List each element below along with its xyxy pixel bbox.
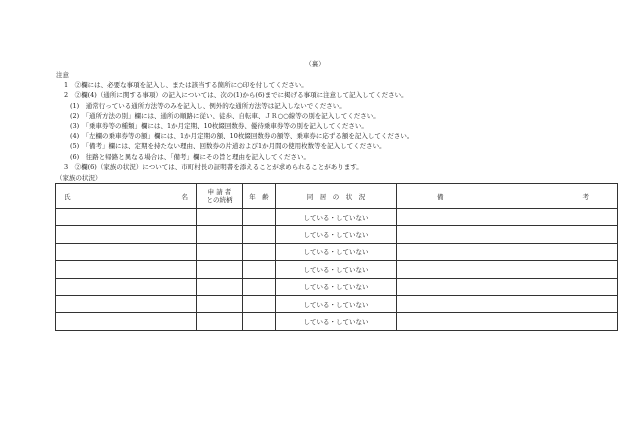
note-subitem-4: (4) 「左欄の乗車券等の額」欄には、1か月定期の額、10枚綴回数券の額等、乗車券に応ずる額を記入してください。: [70, 132, 414, 141]
family-section-caption: （家族の状況）: [56, 174, 102, 182]
family-living-cell[interactable]: している・していない: [276, 226, 397, 243]
family-name-cell[interactable]: [56, 313, 197, 330]
remarks-header-left: 備: [437, 192, 444, 201]
age-column-header: [243, 184, 276, 209]
family-relation-cell[interactable]: [197, 243, 243, 260]
note-subitem-6: (6) 往路と帰路と異なる場合は、「備考」欄にその旨と理由を記入してください。: [70, 152, 310, 161]
family-relation-cell[interactable]: [197, 261, 243, 278]
family-table-row: [56, 313, 618, 330]
family-relation-cell[interactable]: [197, 313, 243, 330]
note-subitem-2: (2) 「通所方法の別」欄には、通所の順路に従い、徒歩、自転車、ＪＲ○○線等の別を記入してください。: [70, 111, 380, 120]
family-remarks-cell[interactable]: [397, 261, 618, 278]
family-table-row: [56, 226, 618, 243]
family-name-cell[interactable]: [56, 295, 197, 312]
remarks-header-right: 考: [582, 192, 589, 201]
family-age-cell[interactable]: [243, 226, 276, 243]
family-name-cell[interactable]: [56, 226, 197, 243]
family-remarks-cell[interactable]: [397, 243, 618, 260]
family-relation-cell[interactable]: [197, 295, 243, 312]
age-header-label: 年 齢: [249, 192, 269, 201]
page-side-label: （裏）: [305, 60, 325, 68]
notes-heading: 注意: [56, 71, 69, 79]
family-remarks-cell[interactable]: [397, 295, 618, 312]
note-subitem-3: (3) 「乗車券等の種類」欄には、1か月定期、10枚綴回数券、優待乗車券等の別を記入してください。: [70, 122, 368, 131]
family-name-cell[interactable]: [56, 243, 197, 260]
note-item-3: 3 ②欄(6)（家族の状況）については、市町村長の証明書を添えることが求められることがあります。: [64, 162, 363, 171]
family-age-cell[interactable]: [243, 278, 276, 295]
name-header-left: 氏: [64, 192, 71, 201]
family-age-cell[interactable]: [243, 243, 276, 260]
family-living-cell[interactable]: している・していない: [276, 278, 397, 295]
family-living-cell[interactable]: している・していない: [276, 295, 397, 312]
family-age-cell[interactable]: [243, 313, 276, 330]
family-name-cell[interactable]: [56, 261, 197, 278]
family-age-cell[interactable]: [243, 209, 276, 226]
family-remarks-cell[interactable]: [397, 209, 618, 226]
family-living-cell[interactable]: している・していない: [276, 313, 397, 330]
family-table-row: [56, 295, 618, 312]
relation-header-line2: との続柄: [206, 196, 233, 204]
family-name-cell[interactable]: [56, 278, 197, 295]
family-remarks-cell[interactable]: [397, 278, 618, 295]
family-table-row: [56, 278, 618, 295]
family-remarks-cell[interactable]: [397, 226, 618, 243]
family-table: [55, 183, 618, 331]
family-living-cell[interactable]: している・していない: [276, 243, 397, 260]
family-relation-cell[interactable]: [197, 278, 243, 295]
family-table-header-row: [56, 184, 618, 209]
relation-column-header: [197, 184, 243, 209]
family-table-row: [56, 243, 618, 260]
family-living-cell[interactable]: している・していない: [276, 209, 397, 226]
name-column-header: [56, 184, 197, 209]
family-living-cell[interactable]: している・していない: [276, 261, 397, 278]
notes-section: [56, 70, 596, 172]
note-subitem-1: (1) 通常行っている通所方法等のみを記入し、例外的な通所方法等は記入しないでください。: [70, 101, 346, 110]
remarks-column-header: [397, 184, 618, 209]
family-relation-cell[interactable]: [197, 209, 243, 226]
name-header-right: 名: [181, 192, 188, 201]
family-relation-cell[interactable]: [197, 226, 243, 243]
family-table-row: [56, 209, 618, 226]
family-table-row: [56, 261, 618, 278]
family-age-cell[interactable]: [243, 261, 276, 278]
note-item-2: 2 ②欄(4)（通所に関する事項）の記入については、次の(1)から(6)までに掲げる事項に注意して記入してください。: [64, 91, 408, 100]
family-name-cell[interactable]: [56, 209, 197, 226]
family-remarks-cell[interactable]: [397, 313, 618, 330]
living-header-label: 同 居 の 状 況: [306, 192, 366, 201]
family-age-cell[interactable]: [243, 295, 276, 312]
note-item-1: 1 ②欄には、必要な事項を記入し、または該当する箇所に○印を付してください。: [64, 81, 308, 90]
relation-header-line1: 申 請 者: [207, 188, 232, 196]
living-column-header: [276, 184, 397, 209]
note-subitem-5: (5) 「備考」欄には、定期を持たない理由、回数券の片道および1か月間の使用枚数等を記入してください。: [70, 142, 386, 151]
